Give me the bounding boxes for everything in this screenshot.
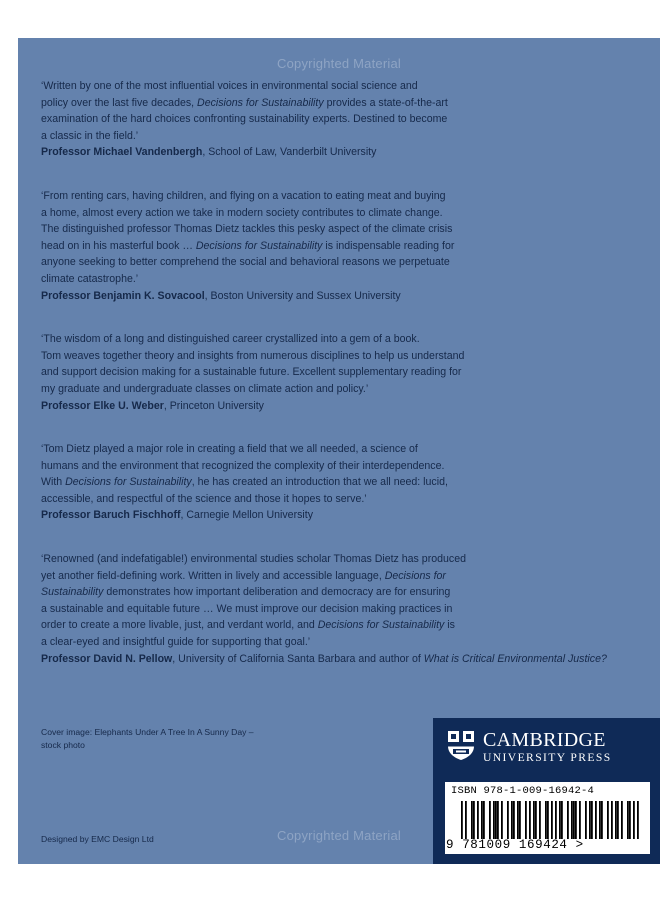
endorsements: [41, 78, 641, 694]
barcode-bar: [481, 801, 483, 839]
barcode-bar: [567, 801, 569, 839]
endorser-affiliation: , School of Law, Vanderbilt University: [202, 146, 377, 159]
quote-line: my graduate and undergraduate classes on climate action and policy.’: [41, 382, 369, 395]
barcode-bar: [533, 801, 535, 839]
barcode-bar: [575, 801, 577, 839]
endorser: [41, 288, 641, 305]
ean-number: 9 781009 169424 >: [446, 838, 584, 852]
barcode-bar: [473, 801, 475, 839]
barcode-bar: [529, 801, 531, 839]
barcode-bar: [637, 801, 639, 839]
publisher-subline: UNIVERSITY PRESS: [483, 751, 612, 764]
endorser-name: Professor Benjamin K. Sovacool: [41, 289, 205, 302]
endorser-name: Professor Elke U. Weber: [41, 399, 164, 412]
endorser-name: Professor Baruch Fischhoff: [41, 509, 181, 522]
endorser-affiliation: , University of California Santa Barbara and author of What is Critical Environmental Justice?: [172, 652, 607, 665]
quote-line: humans and the environment that recognized the complexity of their interdependence.: [41, 459, 445, 472]
barcode-bar: [589, 801, 591, 839]
barcode-bar: [471, 801, 473, 839]
quote-line: examination of the hard choices confronting sustainability experts. Destined to become: [41, 113, 448, 126]
barcode-bar: [545, 801, 547, 839]
quote-line: climate catastrophe.’: [41, 272, 139, 285]
barcode-bar: [615, 801, 617, 839]
quote-line: yet another field-defining work. Written in lively and accessible language, Decisions for: [41, 569, 446, 582]
barcode-bar: [535, 801, 537, 839]
barcode-bar: [495, 801, 497, 839]
barcode-bar: [513, 801, 515, 839]
publisher-name: CAMBRIDGE: [483, 729, 606, 751]
barcode-bar: [561, 801, 563, 839]
endorser-name: Professor David N. Pellow: [41, 652, 173, 665]
barcode-bar: [511, 801, 513, 839]
publisher-panel: [433, 718, 660, 864]
endorser: [41, 507, 641, 524]
back-cover: [18, 38, 660, 864]
barcode-bar: [595, 801, 597, 839]
watermark-bottom: Copyrighted Material: [277, 828, 401, 843]
endorsement-quote: [41, 78, 641, 161]
barcode-bar: [465, 801, 467, 839]
cambridge-shield-icon: [447, 730, 475, 761]
barcode-bar: [611, 801, 613, 839]
endorser: [41, 651, 641, 668]
endorser-affiliation: , Boston University and Sussex University: [204, 289, 401, 302]
barcode-bars: [461, 801, 639, 839]
endorser: [41, 144, 641, 161]
quote-line: policy over the last five decades, Decisions for Sustainability provides a state-of-the-art: [41, 96, 448, 109]
quote-line: a sustainable and equitable future … We must improve our decision making practices in: [41, 602, 453, 615]
quote-line: order to create a more livable, just, and verdant world, and Decisions for Sustainability is: [41, 619, 455, 632]
barcode-bar: [571, 801, 573, 839]
barcode-bar: [617, 801, 619, 839]
watermark-top: Copyrighted Material: [277, 56, 401, 71]
endorsement-quote: [41, 441, 641, 524]
isbn-number: ISBN 978-1-009-16942-4: [451, 785, 595, 797]
barcode-bar: [551, 801, 553, 839]
quote-line: ‘Written by one of the most influential voices in environmental social science and: [41, 80, 418, 92]
quote-line: Tom weaves together theory and insights from numerous disciplines to help us understand: [41, 349, 465, 362]
quote-line: a classic in the field.’: [41, 129, 139, 142]
barcode-bar: [585, 801, 587, 839]
barcode-bar: [629, 801, 631, 839]
barcode-bar: [507, 801, 509, 839]
endorsement-quote: [41, 188, 641, 304]
barcode-bar: [591, 801, 593, 839]
quote-line: With Decisions for Sustainability, he has created an introduction that we all need: lucid,: [41, 476, 448, 489]
quote-line: a home, almost every action we take in modern society contributes to climate change.: [41, 206, 443, 219]
barcode-bar: [607, 801, 609, 839]
endorser: [41, 398, 641, 415]
barcode-bar: [555, 801, 557, 839]
quote-line: ‘Renowned (and indefatigable!) environmental studies scholar Thomas Dietz has produced: [41, 553, 466, 566]
quote-line: head on in his masterful book … Decisions for Sustainability is indispensable reading for: [41, 239, 455, 252]
barcode-bar: [483, 801, 485, 839]
barcode-bar: [579, 801, 581, 839]
barcode-bar: [501, 801, 503, 839]
quote-line: Sustainability demonstrates how important deliberation and democracy are for ensuring: [41, 586, 451, 599]
designer-credit: Designed by EMC Design Ltd: [41, 834, 154, 844]
barcode-bar: [599, 801, 601, 839]
quote-line: The distinguished professor Thomas Dietz tackles this pesky aspect of the climate crisis: [41, 223, 453, 236]
endorser-name: Professor Michael Vandenbergh: [41, 146, 203, 159]
barcode-bar: [573, 801, 575, 839]
quote-line: ‘The wisdom of a long and distinguished career crystallized into a gem of a book.: [41, 333, 420, 346]
barcode-label: [445, 782, 650, 854]
barcode-bar: [525, 801, 527, 839]
quote-line: ‘Tom Dietz played a major role in creating a field that we all needed, a science of: [41, 443, 418, 456]
barcode-bar: [621, 801, 623, 839]
barcode-bar: [497, 801, 499, 839]
quote-line: anyone seeking to better comprehend the social and behavioral reasons we perpetuate: [41, 256, 450, 269]
barcode-bar: [489, 801, 491, 839]
quote-line: and support decision making for a sustainable future. Excellent supplementary reading for: [41, 366, 462, 379]
barcode-bar: [517, 801, 519, 839]
barcode-bar: [519, 801, 521, 839]
barcode-bar: [461, 801, 463, 839]
cover-image-credit: Cover image: Elephants Under A Tree In A Sunny Day – stock photo: [41, 727, 254, 750]
barcode-bar: [633, 801, 635, 839]
quote-line: ‘From renting cars, having children, and flying on a vacation to eating meat and buying: [41, 189, 446, 202]
endorser-affiliation: , Princeton University: [163, 399, 264, 412]
barcode-bar: [559, 801, 561, 839]
endorser-affiliation: , Carnegie Mellon University: [180, 509, 313, 522]
barcode-bar: [539, 801, 541, 839]
barcode-bar: [493, 801, 495, 839]
barcode-bar: [627, 801, 629, 839]
barcode-bar: [601, 801, 603, 839]
endorsement-quote: [41, 331, 641, 414]
quote-line: a clear-eyed and insightful guide for supporting that goal.’: [41, 636, 311, 649]
barcode-bar: [547, 801, 549, 839]
barcode-bar: [477, 801, 479, 839]
endorsement-quote: [41, 551, 641, 667]
quote-line: accessible, and respectful of the science and those it hopes to serve.’: [41, 492, 367, 505]
